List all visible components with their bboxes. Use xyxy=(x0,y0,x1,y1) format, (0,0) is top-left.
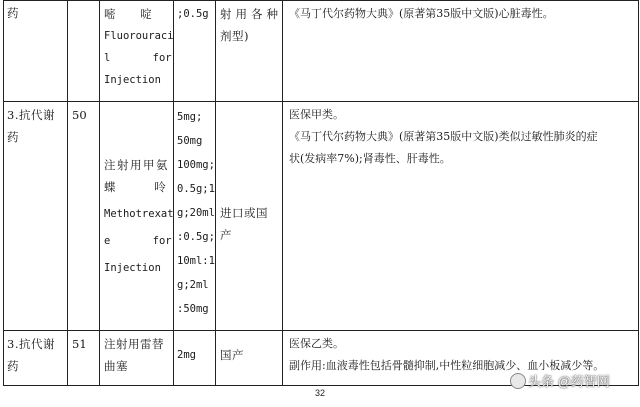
row-number: 51 xyxy=(72,337,87,351)
drug-name-line: l for xyxy=(104,52,172,64)
spec-line: 5mg; xyxy=(177,111,203,123)
drug-name-line: 嘧 啶 xyxy=(104,7,153,21)
category-line: 药 xyxy=(7,130,19,144)
source-line: 产 xyxy=(220,228,232,242)
spec-line: 50mg xyxy=(177,135,203,147)
watermark: 头条 @药智网 xyxy=(528,374,610,389)
spec-line: 2mg xyxy=(177,349,196,361)
drug-name-line: 注射用甲氨 xyxy=(104,158,169,172)
page-number: 32 xyxy=(314,388,325,398)
notes-line: 医保乙类。 xyxy=(289,337,344,350)
drug-name-line: Injection xyxy=(104,262,161,274)
drug-name-line: Methotrexat xyxy=(104,208,174,220)
notes-line: 《马丁代尔药物大典》(原著第35版中文版)类似过敏性肺炎的症 xyxy=(289,130,598,143)
notes-line: 状(发病率7%);肾毒性、肝毒性。 xyxy=(289,152,451,165)
spec-line: 100mg; xyxy=(177,159,215,171)
spec-line: 10ml:1 xyxy=(177,255,215,267)
category-line: 3.抗代谢 xyxy=(7,337,55,351)
spec-line: :50mg xyxy=(177,303,209,315)
watermark-logo-icon xyxy=(510,373,526,389)
category-cell: 药 xyxy=(7,6,19,20)
drug-name-line: e for xyxy=(104,235,172,247)
drug-name-line: 曲塞 xyxy=(104,359,128,373)
category-line: 3.抗代谢 xyxy=(7,108,55,122)
source-line: 国产 xyxy=(220,348,244,362)
notes-line: 医保甲类。 xyxy=(289,108,344,121)
row-number: 50 xyxy=(72,108,87,122)
drug-name-line: Fluorouraci xyxy=(104,30,174,42)
source-line: 剂型) xyxy=(220,29,249,43)
spec-line: 0.5g;1 xyxy=(177,183,215,195)
notes-line: 副作用:血液毒性包括骨髓抑制,中性粒细胞减少、血小板减少等。 xyxy=(289,359,605,372)
drug-name-line: Injection xyxy=(104,74,161,86)
source-line: 射用各种 xyxy=(220,7,282,21)
category-line: 药 xyxy=(7,359,19,373)
spec-line: g;20ml xyxy=(177,207,215,219)
spec-line: g;2ml xyxy=(177,279,209,291)
spec-line: ;0.5g xyxy=(177,8,209,20)
drug-name-line: 蝶 呤 xyxy=(104,180,167,194)
notes-line: 《马丁代尔药物大典》(原著第35版中文版)心脏毒性。 xyxy=(289,7,554,20)
spec-line: :0.5g; xyxy=(177,231,215,243)
source-line: 进口或国 xyxy=(220,206,268,220)
drug-name-line: 注射用雷替 xyxy=(104,337,164,351)
